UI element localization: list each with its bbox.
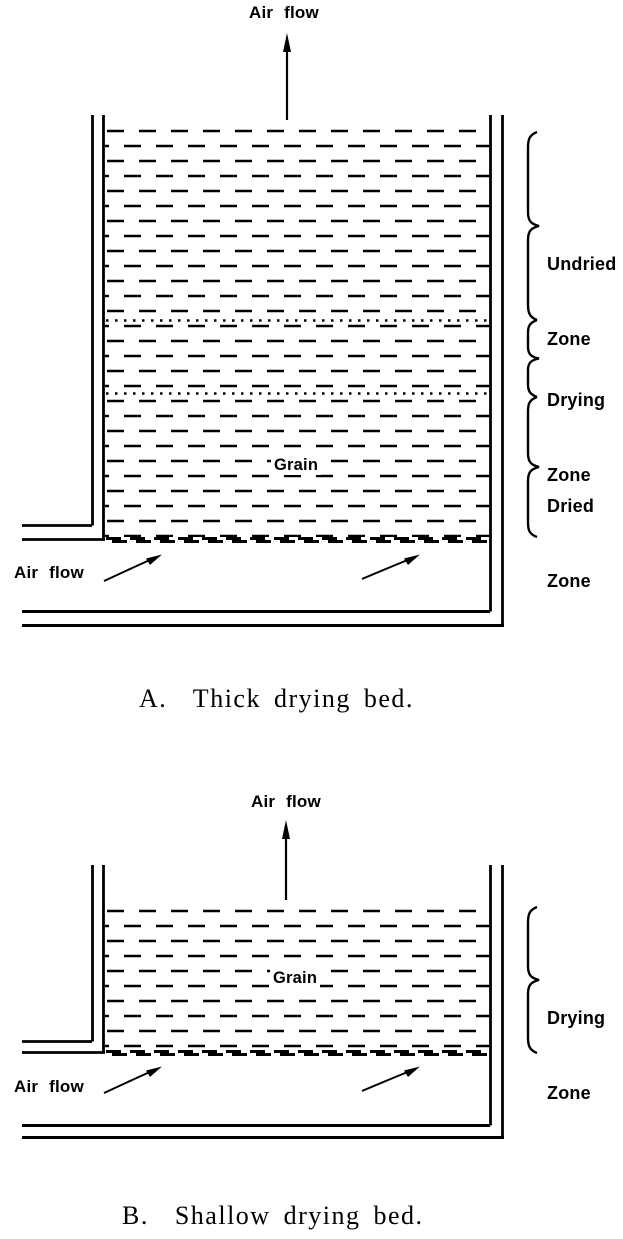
zone-label-line: Drying — [547, 390, 606, 410]
zone-label-line: Zone — [547, 571, 591, 591]
panel-a-floor — [22, 612, 504, 626]
panel-b-grain-label: Grain — [270, 969, 320, 988]
panel-a-curved-arrow-left — [104, 559, 152, 581]
panel-a-grain-label: Grain — [271, 456, 321, 475]
panel-b-airflow-bottom-label: Air flow — [14, 1077, 84, 1096]
panel-b-curved-arrow-right — [362, 1071, 410, 1091]
panel-b-perforated-floor — [106, 1052, 489, 1055]
zone-label-line: Zone — [547, 329, 591, 349]
panel-b-airflow-in-arrows — [104, 1067, 420, 1094]
panel-a-zone-braces — [528, 132, 539, 537]
panel-b-zone-label-drying — [547, 956, 605, 1156]
panel-a-airflow-top-label: Air flow — [249, 3, 319, 22]
panel-b-curved-arrow-left — [104, 1071, 152, 1093]
panel-b-floor — [22, 1126, 504, 1138]
panel-b-airflow-up-arrow — [282, 820, 290, 900]
brace-undried-zone — [528, 132, 539, 320]
brace-dried-zone — [528, 397, 539, 537]
panel-b-zone-braces — [528, 907, 539, 1053]
panel-a-airflow-up-arrow — [283, 33, 291, 120]
arrowhead-up-icon — [282, 820, 290, 839]
panel-a-duct — [22, 526, 105, 540]
panel-a-curved-arrow-right — [362, 559, 410, 579]
arrowhead-icon — [146, 1067, 162, 1078]
panel-a-perforated-floor — [106, 539, 489, 542]
brace-drying-zone-b — [528, 907, 539, 1053]
arrowhead-icon — [404, 555, 420, 566]
brace-drying-zone — [528, 320, 539, 397]
panel-a-grain-fill — [105, 126, 489, 537]
panel-b-caption: B. Shallow drying bed. — [122, 1201, 424, 1230]
panel-b-duct — [22, 1042, 105, 1053]
zone-label-line: Zone — [547, 465, 591, 485]
arrowhead-up-icon — [283, 33, 291, 52]
panel-a-airflow-in-arrows — [104, 555, 420, 582]
panel-a-airflow-bottom-label: Air flow — [14, 563, 84, 582]
zone-label-line: Drying — [547, 1008, 606, 1028]
zone-label-line: Zone — [547, 1083, 591, 1103]
zone-label-line: Undried — [547, 254, 617, 274]
panel-a-caption: A. Thick drying bed. — [139, 684, 414, 713]
arrowhead-icon — [404, 1067, 420, 1078]
arrowhead-icon — [146, 555, 162, 566]
panel-a-zone-label-dried — [547, 444, 594, 644]
zone-label-line: Dried — [547, 496, 595, 516]
panel-b-airflow-top-label: Air flow — [251, 792, 321, 811]
panel-a-drawing — [22, 33, 539, 627]
